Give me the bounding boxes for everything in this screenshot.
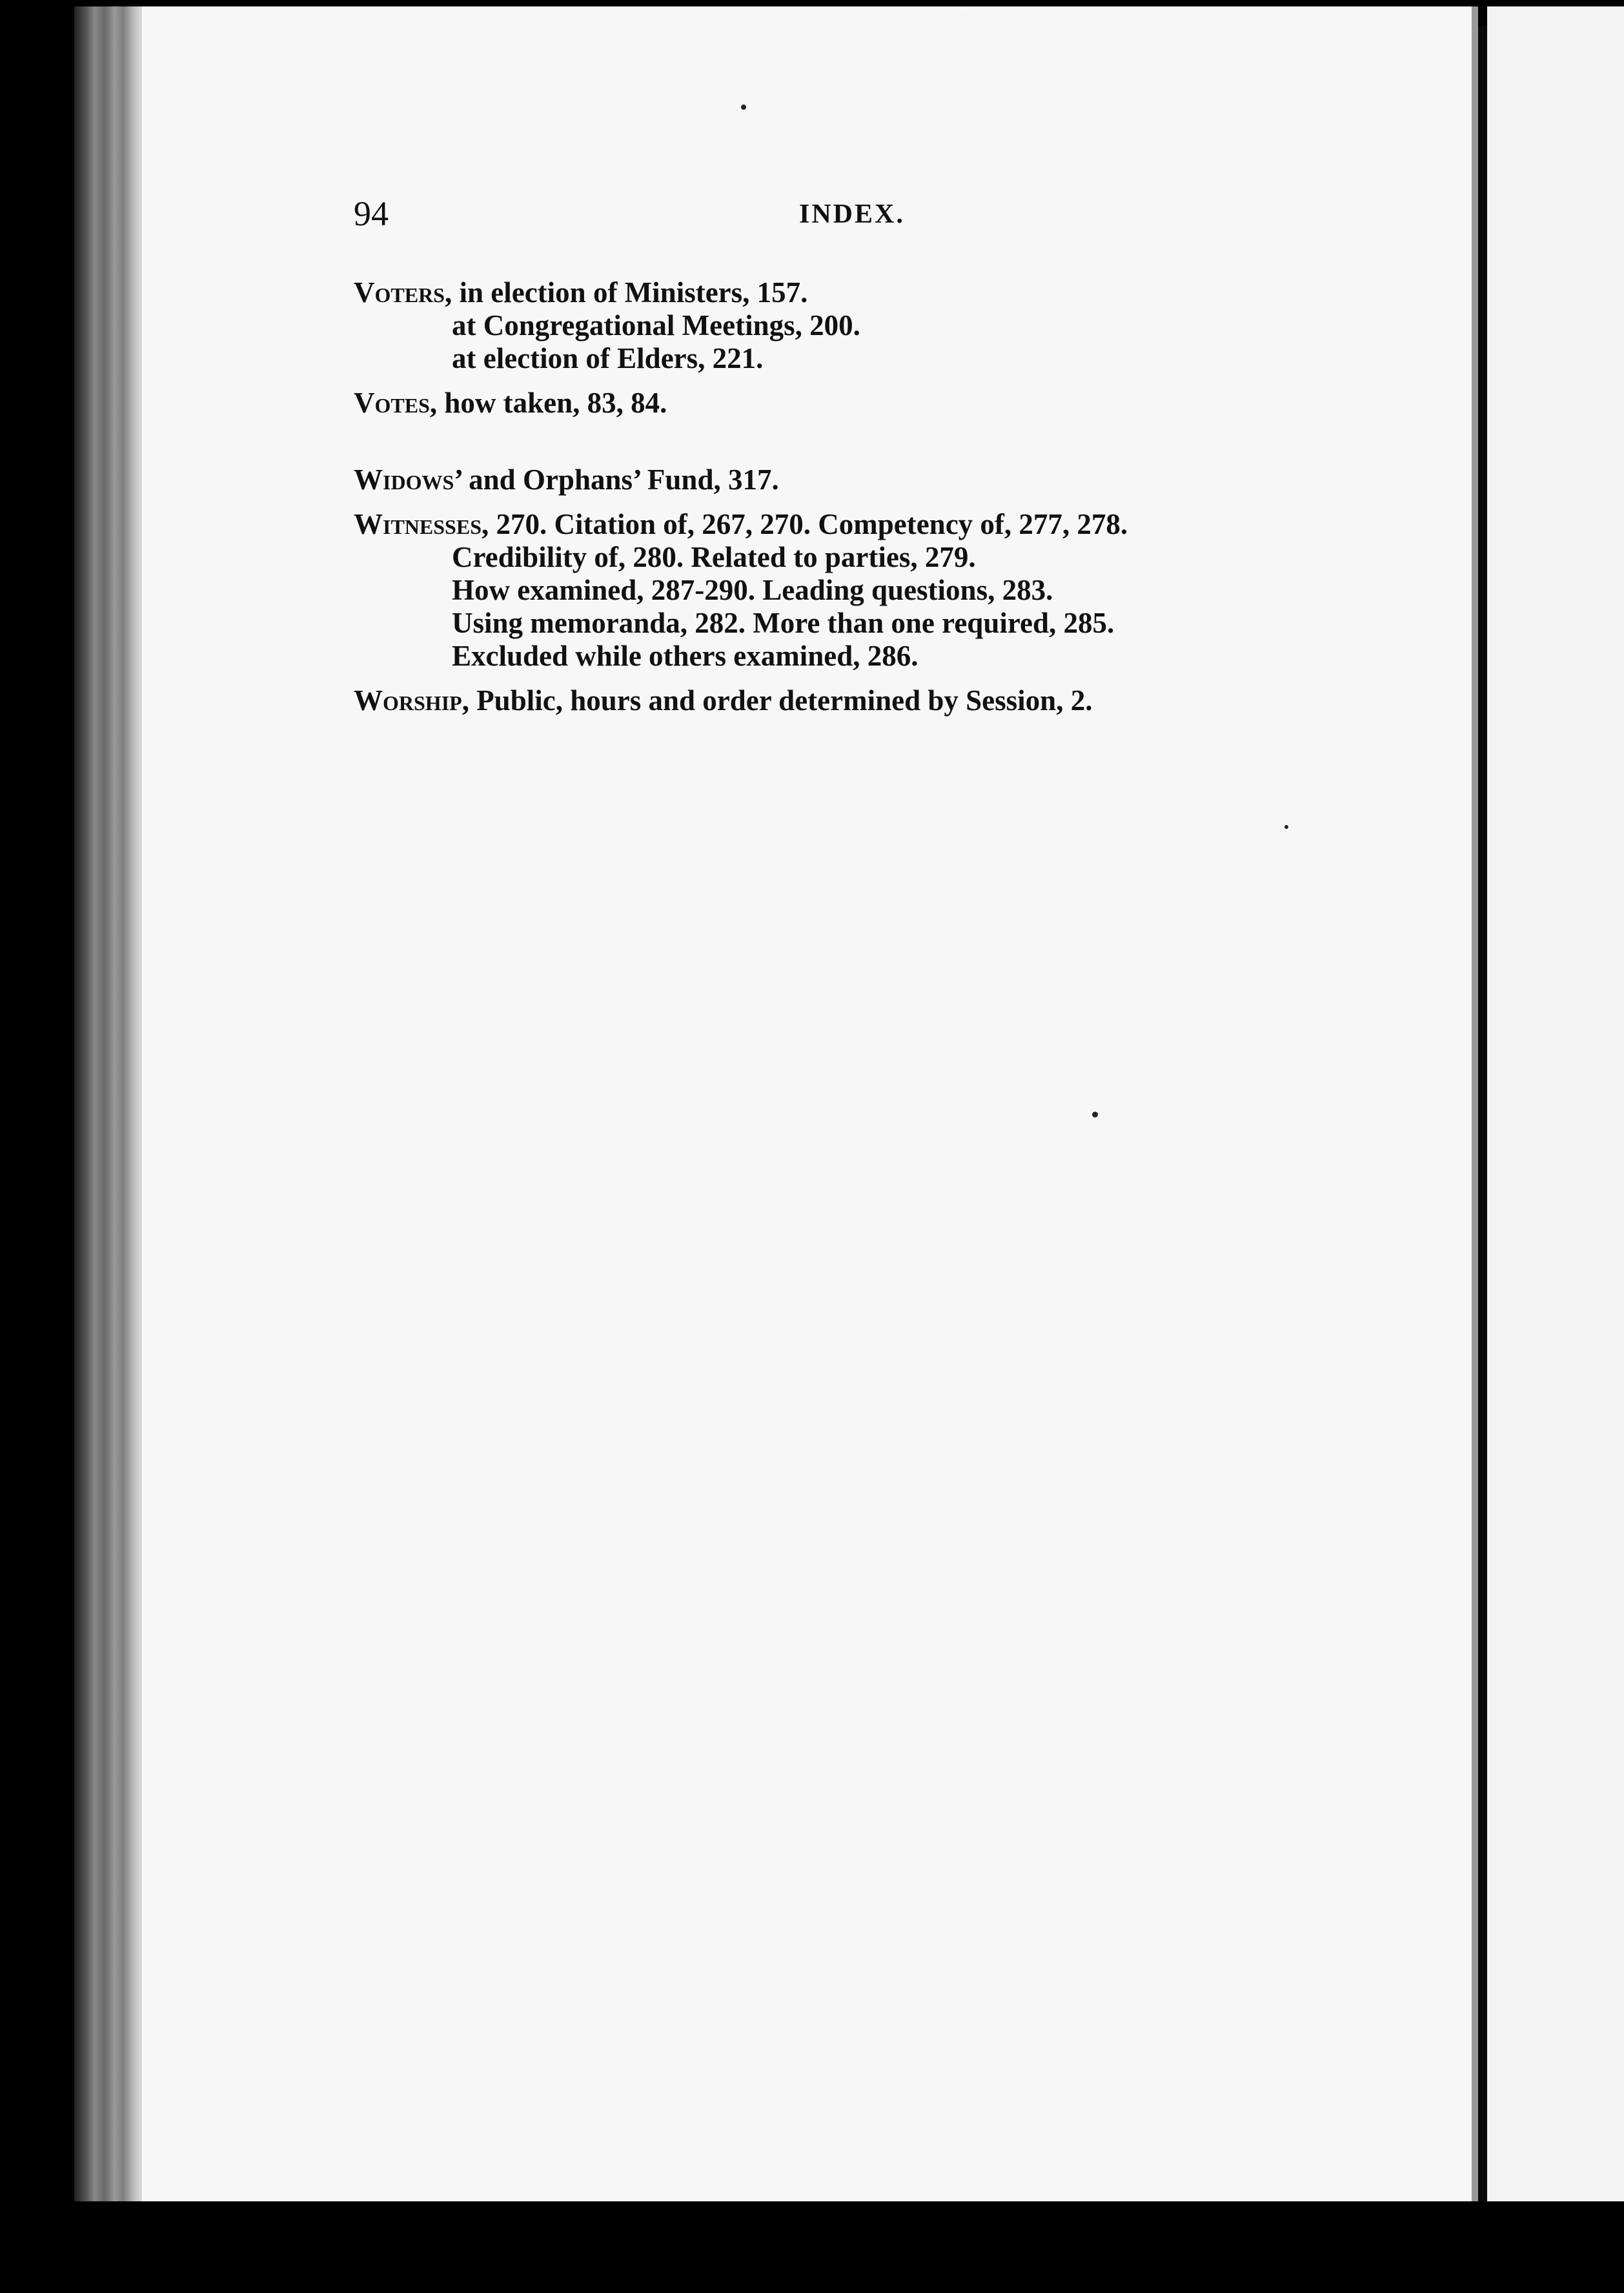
index-entry-witnesses — [354, 508, 1451, 673]
spacer — [354, 420, 1451, 464]
page-divider — [1478, 26, 1487, 2208]
entry-text: , Public, hours and order determined by Session, 2. — [462, 684, 1093, 717]
entry-line — [354, 276, 1451, 309]
ink-speck — [960, 13, 965, 17]
ink-speck — [1284, 825, 1288, 829]
index-entry-voters — [354, 276, 1451, 375]
facing-page-edge — [1487, 6, 1624, 2201]
ink-speck — [1092, 1112, 1098, 1117]
spacer — [354, 673, 1451, 684]
spacer — [354, 375, 1451, 387]
index-entry-votes — [354, 387, 1451, 420]
index-term: Witnesses — [354, 508, 482, 540]
entry-line: Credibility of, 280. Related to parties, 279. — [452, 541, 976, 573]
index-term: Voters — [354, 276, 445, 309]
entry-line: How examined, 287-290. Leading questions, 283. — [452, 574, 1053, 606]
index-entry-widows — [354, 464, 1451, 496]
ink-speck — [741, 105, 746, 110]
entry-line — [354, 464, 1451, 496]
entry-line — [354, 387, 1451, 420]
entry-text: , 270. Citation of, 267, 270. Competency of, 277, 278. — [481, 508, 1128, 540]
entry-line: at election of Elders, 221. — [452, 342, 764, 374]
page-edge — [1472, 6, 1478, 2201]
page-number: 94 — [354, 194, 389, 233]
entry-line: at Congregational Meetings, 200. — [452, 309, 860, 341]
entry-text: ’ and Orphans’ Fund, 317. — [454, 464, 779, 496]
entry-line — [354, 508, 1451, 541]
index-entry-worship — [354, 684, 1451, 717]
scan-border — [0, 2201, 1624, 2293]
index-term: Widows — [354, 464, 454, 496]
page-header — [354, 194, 999, 232]
running-head: INDEX. — [799, 199, 905, 229]
index-entries — [354, 276, 1451, 717]
entry-line: Excluded while others examined, 286. — [452, 640, 919, 672]
binding-gutter — [74, 6, 142, 2201]
spacer — [354, 496, 1451, 508]
entry-line — [354, 684, 1451, 717]
entry-text: , in election of Ministers, 157. — [444, 276, 808, 309]
index-term: Votes — [354, 387, 430, 419]
entry-text: , how taken, 83, 84. — [429, 387, 667, 419]
entry-line: Using memoranda, 282. More than one required, 285. — [452, 607, 1115, 639]
index-term: Worship — [354, 684, 462, 717]
